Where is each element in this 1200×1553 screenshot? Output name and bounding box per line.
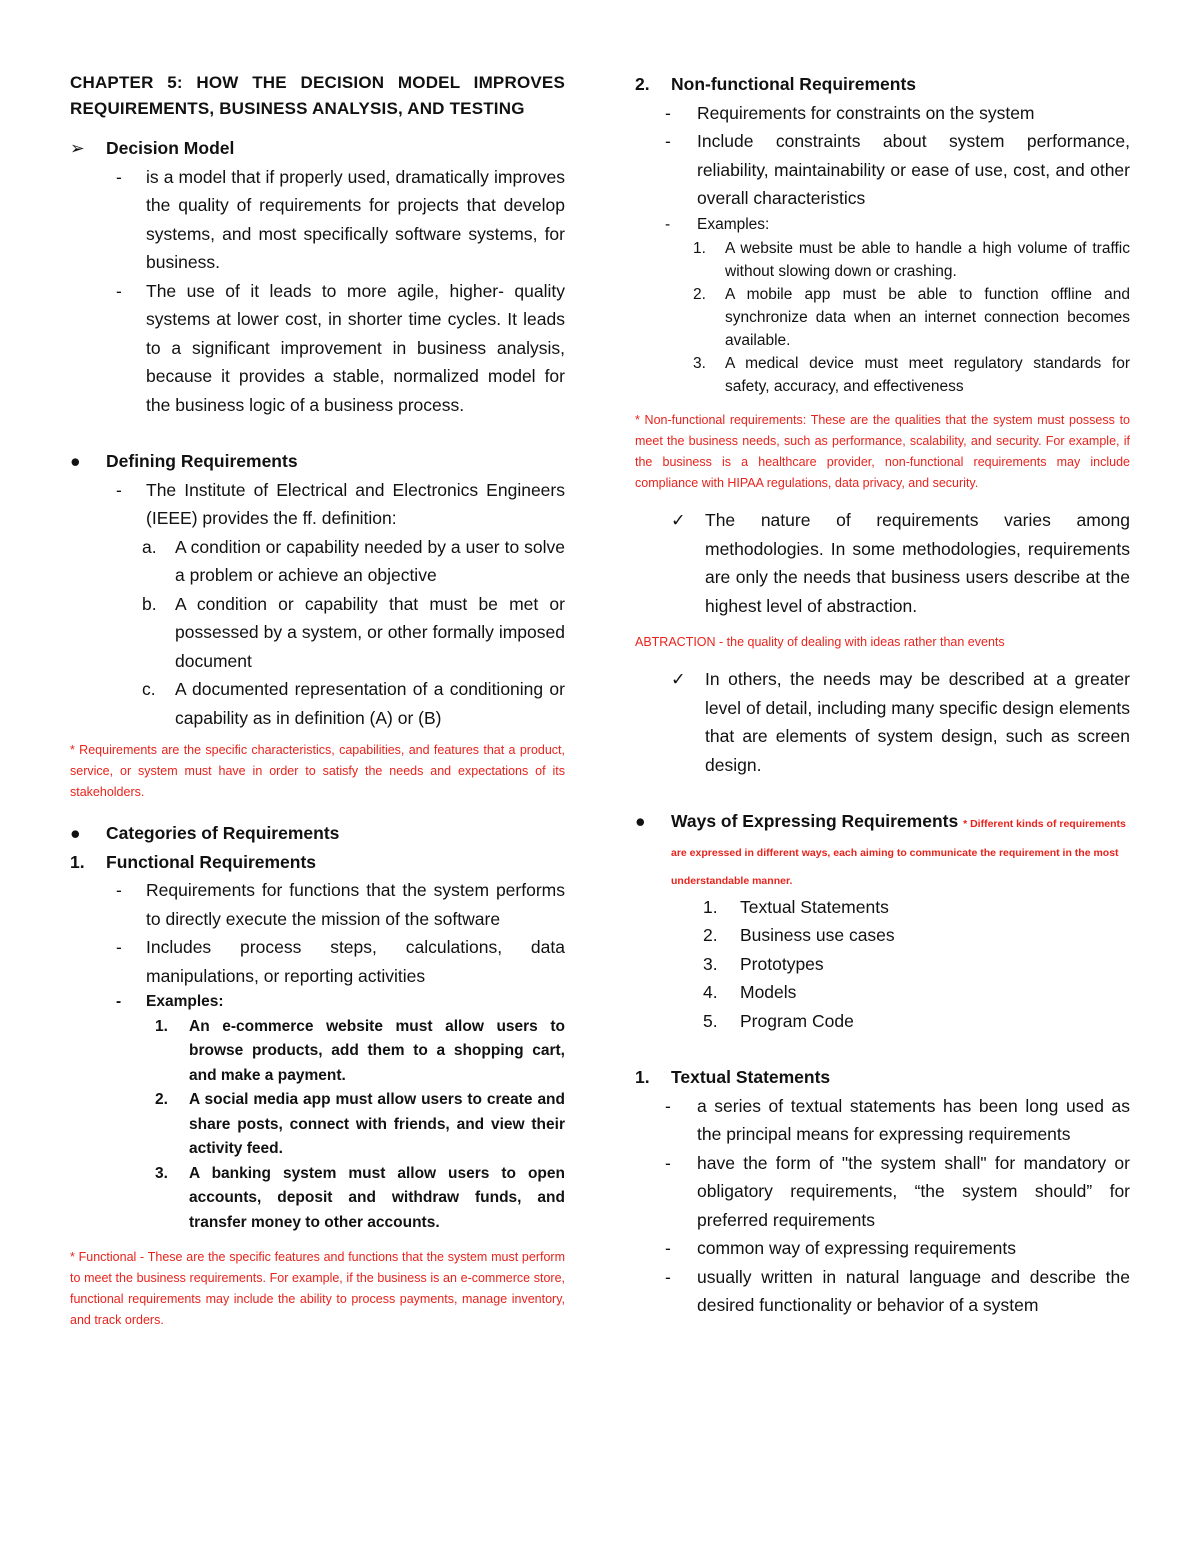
example-item: 3. A medical device must meet regulatory standards for safety, accuracy, and effectiveness [693, 355, 1130, 395]
functional-note: * Functional - These are the specific features and functions that the system must perform to meet the business requirements. For example, if the business is an e-commerce store, functional requirements may include the ability to process payments, manage inventory, and track orders. [70, 1250, 565, 1327]
definition-item: c. A documented representation of a conditioning or capability as in definition (A) or (B) [142, 679, 565, 728]
bullet-icon: ● [70, 823, 81, 843]
list-item: 2. Business use cases [703, 925, 895, 945]
list-item: - is a model that if properly used, dramatically improves the quality of requirements for projects that develop systems, and most specifically software systems, for business. [116, 166, 565, 272]
right-column [635, 70, 1130, 1320]
list-item: 3. Prototypes [703, 953, 824, 974]
bullet-icon: ● [635, 811, 646, 831]
examples-label: - Examples: [116, 993, 224, 1010]
left-column [70, 70, 565, 1331]
list-item: - usually written in natural language and describe the desired functionality or behavior of a system [665, 1266, 1130, 1315]
example-item: 1. An e-commerce website must allow users to browse products, add them to a shopping cart, and make a payment. [155, 1017, 565, 1084]
list-item: - have the form of "the system shall" for mandatory or obligatory requirements, “the system should” for preferred requirements [665, 1152, 1130, 1230]
checkmark-icon: ✓ [671, 510, 686, 530]
example-item: 1. A website must be able to handle a high volume of traffic without slowing down or crashing. [693, 240, 1130, 280]
decision-model-heading: ➢ Decision Model [70, 134, 565, 163]
list-item: - Requirements for constraints on the system [665, 102, 1035, 123]
nonfunctional-note: * Non-functional requirements: These are the qualities that the system must possess to meet the business needs, such as performance, scalability, and security. For example, if the business is a healthcare provider, non-functional requirements may include compliance with HIPAA regulations, data privacy, and security. [635, 413, 1130, 490]
examples-label: - Examples: [665, 215, 770, 233]
example-item: 3. A banking system must allow users to open accounts, deposit and withdraw funds, and transfer money to other accounts. [155, 1164, 565, 1231]
nature-item: ✓ The nature of requirements varies among methodologies. In some methodologies, requirements are only the needs that business users describe at the highest level of abstraction. [635, 506, 1130, 620]
list-item: 1. Textual Statements [703, 896, 889, 917]
list-item: - The use of it leads to more agile, higher- quality systems at lower cost, in shorter time cycles. It leads to a significant improvement in business analysis, because it provides a stable, normalized model for the business logic of a business process. [116, 280, 565, 415]
arrow-bullet-icon: ➢ [70, 138, 85, 158]
definition-item: b. A condition or capability that must be met or possessed by a system, or other formally imposed document [142, 593, 565, 671]
list-item: - Requirements for functions that the system performs to directly execute the mission of the software [116, 880, 565, 929]
ways-note: * Different kinds of requirements are expressed in different ways, each aiming to communicate the requirement in the most understandable manner. [671, 818, 1126, 887]
nonfunctional-heading: 2. Non-functional Requirements [635, 74, 917, 94]
abstraction-note: ABTRACTION - the quality of dealing with ideas rather than events [635, 635, 1005, 649]
chapter-title: CHAPTER 5: HOW THE DECISION MODEL IMPROVES REQUIREMENTS, BUSINESS ANALYSIS, AND TESTING [70, 73, 565, 118]
list-item: - The Institute of Electrical and Electronics Engineers (IEEE) provides the ff. definition: [116, 479, 565, 528]
example-item: 2. A mobile app must be able to function offline and synchronize data when an internet connection becomes available. [693, 286, 1130, 349]
list-item: 4. Models [703, 982, 797, 1002]
ways-heading: ● Ways of Expressing Requirements * Different kinds of requirements are expressed in different ways, each aiming to communicate the requirement in the most understandable manner. [635, 807, 1130, 893]
list-item: 5. Program Code [703, 1010, 854, 1031]
textual-heading: 1. Textual Statements [635, 1067, 831, 1087]
defining-requirements-heading: ● Defining Requirements [70, 447, 565, 476]
list-item: - common way of expressing requirements [665, 1238, 1017, 1258]
checkmark-icon: ✓ [671, 669, 686, 689]
definition-item: a. A condition or capability needed by a user to solve a problem or achieve an objective [142, 536, 565, 585]
nature-item: ✓ In others, the needs may be described at a greater level of detail, including many specific design elements that are elements of system design, such as screen design. [635, 665, 1130, 779]
bullet-icon: ● [70, 451, 81, 471]
requirements-note: * Requirements are the specific characteristics, capabilities, and features that a product, service, or system must have in order to satisfy the needs and expectations of its stakeholders. [70, 743, 565, 799]
list-item: - Include constraints about system performance, reliability, maintainability or ease of use, cost, and other overall characteristics [665, 131, 1130, 208]
functional-heading: 1. Functional Requirements [70, 851, 317, 872]
categories-heading: ● Categories of Requirements [70, 819, 565, 848]
list-item: - Includes process steps, calculations, data manipulations, or reporting activities [116, 937, 565, 986]
list-item: - a series of textual statements has been long used as the principal means for expressing requirements [665, 1095, 1130, 1144]
example-item: 2. A social media app must allow users to create and share posts, connect with friends, and view their activity feed. [155, 1091, 565, 1157]
